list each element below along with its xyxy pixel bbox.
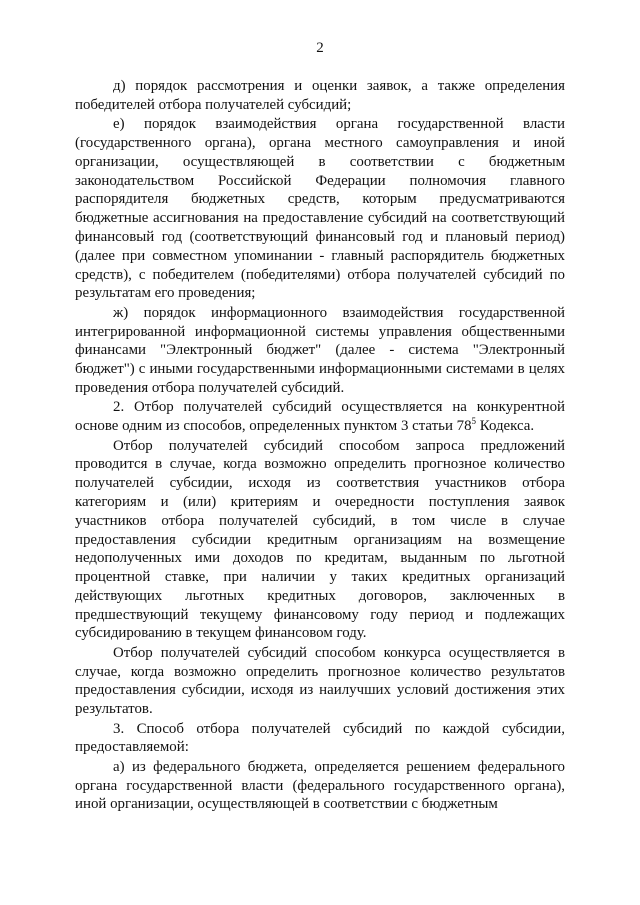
paragraph-clause-2 bbox=[75, 398, 565, 436]
clause-2-text-end: Кодекса. bbox=[476, 418, 535, 435]
clause-2-text: 2. Отбор получателей субсидий осуществляется на конкурентной основе одним из способов, определенных пунктом 3 статьи 78 bbox=[75, 399, 565, 435]
article-superscript: 5 bbox=[471, 416, 477, 427]
paragraph-clause-3: 3. Способ отбора получателей субсидий по каждой субсидии, предоставляемой: bbox=[75, 720, 565, 756]
paragraph-item-a: а) из федерального бюджета, определяется решением федерального органа государственной власти (федерального государственного органа), иной организации, осуществляющей в соответствии с бюджетным bbox=[75, 758, 565, 813]
paragraph-competition: Отбор получателей субсидий способом конкурса осуществляется в случае, когда возможно определить прогнозное количество результатов предоставления субсидии, исходя из наилучших условий достижения этих результатов. bbox=[75, 644, 565, 718]
page-number: 2 bbox=[316, 40, 324, 56]
paragraph-item-zh: ж) порядок информационного взаимодействия государственной интегрированной информационной системы управления общественными финансами "Электронный бюджет" (далее - система "Электронный бюджет") с иными государственными информационными системами в целях проведения отбора получателей субсидий. bbox=[75, 304, 565, 396]
paragraph-request-proposals: Отбор получателей субсидий способом запроса предложений проводится в случае, когда возможно определить прогнозное количество получателей субсидии, исходя из соответствия участников отбора категориям и (или) критериям и очередности поступления заявок участников отбора получателей субсидий, в том числе в случае предоставления субсидии кредитным организациям на возмещение недополученных ими доходов по кредитам, выданным по льготной процентной ставке, при наличии у таких кредитных организаций действующих льготных кредитных договоров, заключенных в предшествующий текущему финансовому году период и подлежащих субсидированию в текущем финансовом году. bbox=[75, 437, 565, 642]
paragraph-item-d: д) порядок рассмотрения и оценки заявок, а также определения победителей отбора получателей субсидий; bbox=[75, 78, 565, 113]
paragraph-item-e: е) порядок взаимодействия органа государственной власти (государственного органа), органа местного самоуправления и иной организации, осуществляющей в соответствии с бюджетным законодательством Российской Федерации полномочия главного распорядителя бюджетных средств, которым предусматриваются бюджетные ассигнования на предоставление субсидий на соответствующий финансовый год (соответствующий финансовый год и плановый период) (далее при совместном упоминании - главный распорядитель бюджетных средств), с победителем (победителями) отбора получателей субсидий по результатам его проведения; bbox=[75, 116, 565, 302]
document-body bbox=[75, 77, 565, 814]
